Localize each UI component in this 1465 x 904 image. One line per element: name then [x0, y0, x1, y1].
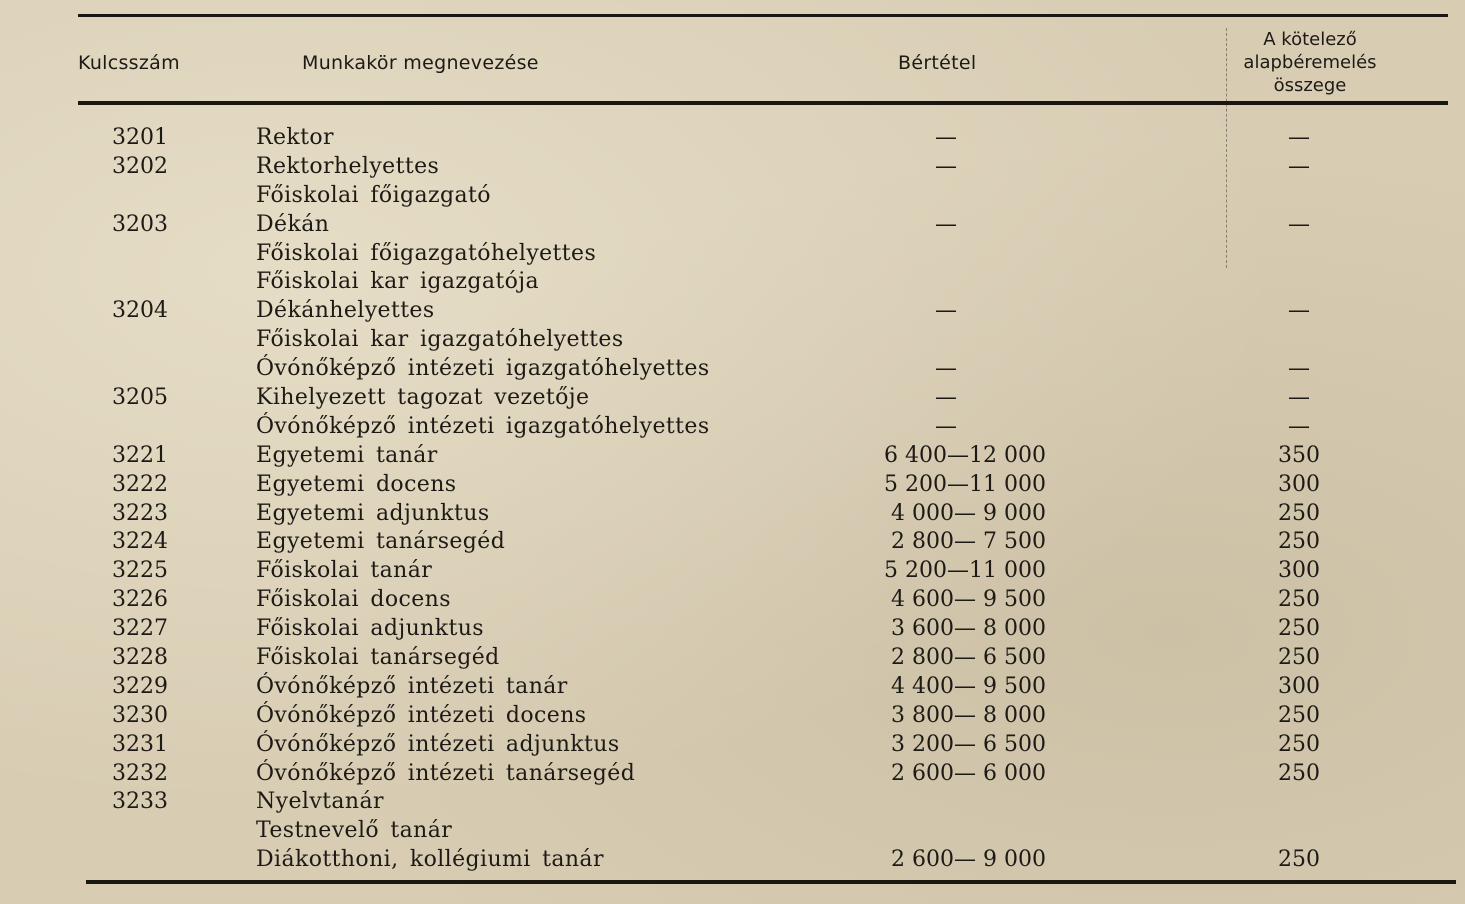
header-raise-line2: alapbéremelés — [1243, 52, 1377, 73]
row-code: 3204 — [112, 298, 168, 324]
row-code: 3228 — [112, 645, 168, 671]
row-raise: 250 — [1278, 500, 1320, 526]
row-name: Főiskolai kar igazgatóhelyettes — [256, 327, 624, 353]
row-name: Főiskolai főigazgatóhelyettes — [256, 240, 597, 266]
row-name: Diákotthoni, kollégiumi tanár — [256, 847, 604, 873]
table-row — [0, 153, 1465, 182]
row-raise: — — [1288, 385, 1310, 411]
table-row — [0, 673, 1465, 702]
row-salary: 3 800— 8 000 — [891, 702, 1046, 728]
row-name: Dékán — [256, 211, 330, 237]
row-name: Testnevelő tanár — [256, 818, 453, 844]
table-row — [0, 442, 1465, 471]
row-name: Főiskolai docens — [256, 587, 451, 613]
table-row — [0, 586, 1465, 615]
row-salary: — — [935, 153, 957, 179]
row-code: 3232 — [112, 760, 168, 786]
header-salary: Bértétel — [898, 52, 977, 74]
row-salary: 4 000— 9 000 — [891, 500, 1046, 526]
row-raise: 250 — [1278, 731, 1320, 757]
row-code: 3223 — [112, 500, 168, 526]
row-salary: — — [935, 385, 957, 411]
table-row — [0, 124, 1465, 153]
table-row — [0, 615, 1465, 644]
header-name: Munkakör megnevezése — [302, 52, 539, 74]
row-name: Óvónőképző intézeti adjunktus — [256, 731, 620, 757]
table-row — [0, 182, 1465, 211]
row-salary: 5 200—11 000 — [884, 558, 1046, 584]
row-code: 3203 — [112, 211, 168, 237]
row-salary: 3 200— 6 500 — [891, 731, 1046, 757]
row-name: Óvónőképző intézeti igazgatóhelyettes — [256, 356, 710, 382]
row-raise: 250 — [1278, 760, 1320, 786]
row-name: Egyetemi docens — [256, 471, 457, 497]
header-code: Kulcsszám — [78, 52, 180, 74]
row-code: 3231 — [112, 731, 168, 757]
row-name: Főiskolai főigazgató — [256, 182, 491, 208]
header-raise-line1: A kötelező — [1263, 29, 1357, 50]
header-raise-line3: összege — [1273, 75, 1347, 96]
table-row — [0, 788, 1465, 817]
row-salary: — — [935, 356, 957, 382]
row-code: 3222 — [112, 471, 168, 497]
table-row — [0, 211, 1465, 240]
row-salary: — — [935, 413, 957, 439]
row-name: Óvónőképző intézeti docens — [256, 702, 587, 728]
row-code: 3225 — [112, 558, 168, 584]
header-raise — [1222, 28, 1398, 97]
table-row — [0, 326, 1465, 355]
row-code: 3226 — [112, 587, 168, 613]
row-name: Óvónőképző intézeti igazgatóhelyettes — [256, 413, 710, 439]
table-row — [0, 471, 1465, 500]
row-salary: — — [935, 125, 957, 150]
row-code: 3230 — [112, 702, 168, 728]
row-raise: 300 — [1278, 673, 1320, 699]
row-code: 3205 — [112, 385, 168, 411]
row-name: Főiskolai tanársegéd — [256, 645, 500, 671]
table-body — [0, 124, 1465, 875]
row-code: 3221 — [112, 442, 168, 468]
table-row — [0, 644, 1465, 673]
table-row — [0, 846, 1465, 875]
row-name: Egyetemi adjunktus — [256, 500, 490, 526]
row-salary: — — [935, 211, 957, 237]
table-row — [0, 817, 1465, 846]
table-row — [0, 297, 1465, 326]
row-code: 3201 — [112, 125, 168, 150]
row-raise: 350 — [1278, 442, 1320, 468]
row-code: 3224 — [112, 529, 168, 555]
row-name: Óvónőképző intézeti tanár — [256, 673, 568, 699]
row-code: 3227 — [112, 616, 168, 642]
table-row — [0, 240, 1465, 269]
table-row — [0, 500, 1465, 529]
table-row — [0, 268, 1465, 297]
table-row — [0, 702, 1465, 731]
table-row — [0, 528, 1465, 557]
row-raise: — — [1288, 298, 1310, 324]
row-name: Nyelvtanár — [256, 789, 384, 815]
row-salary: 2 600— 6 000 — [891, 760, 1046, 786]
row-code: 3202 — [112, 153, 168, 179]
row-name: Kihelyezett tagozat vezetője — [256, 385, 590, 411]
row-raise: 300 — [1278, 558, 1320, 584]
row-salary: 3 600— 8 000 — [891, 616, 1046, 642]
table-row — [0, 384, 1465, 413]
table-row — [0, 413, 1465, 442]
bottom-rule — [86, 880, 1456, 884]
row-salary: 4 600— 9 500 — [891, 587, 1046, 613]
row-salary: 4 400— 9 500 — [891, 673, 1046, 699]
row-name: Főiskolai tanár — [256, 558, 433, 584]
row-name: Egyetemi tanársegéd — [256, 529, 506, 555]
row-raise: 250 — [1278, 702, 1320, 728]
row-raise: — — [1288, 211, 1310, 237]
row-salary: 6 400—12 000 — [884, 442, 1046, 468]
table-row — [0, 760, 1465, 789]
row-raise: — — [1288, 356, 1310, 382]
row-salary: 2 800— 7 500 — [891, 529, 1046, 555]
row-salary: 2 600— 9 000 — [891, 847, 1046, 873]
row-name: Rektorhelyettes — [256, 153, 440, 179]
table-row — [0, 557, 1465, 586]
row-raise: — — [1288, 125, 1310, 150]
row-name: Főiskolai adjunktus — [256, 616, 484, 642]
row-raise: 250 — [1278, 645, 1320, 671]
row-raise: — — [1288, 153, 1310, 179]
row-name: Óvónőképző intézeti tanársegéd — [256, 760, 636, 786]
row-salary: 2 800— 6 500 — [891, 645, 1046, 671]
row-raise: 250 — [1278, 616, 1320, 642]
row-name: Egyetemi tanár — [256, 442, 438, 468]
row-name: Rektor — [256, 125, 334, 150]
top-rule — [78, 14, 1448, 17]
table-row — [0, 355, 1465, 384]
row-code: 3233 — [112, 789, 168, 815]
row-raise: 250 — [1278, 587, 1320, 613]
row-salary: 5 200—11 000 — [884, 471, 1046, 497]
row-raise: 250 — [1278, 847, 1320, 873]
row-salary: — — [935, 298, 957, 324]
table-row — [0, 731, 1465, 760]
row-raise: 300 — [1278, 471, 1320, 497]
row-raise: — — [1288, 413, 1310, 439]
row-raise: 250 — [1278, 529, 1320, 555]
row-name: Főiskolai kar igazgatója — [256, 269, 539, 295]
row-name: Dékánhelyettes — [256, 298, 435, 324]
row-code: 3229 — [112, 673, 168, 699]
header-rule — [78, 101, 1448, 105]
